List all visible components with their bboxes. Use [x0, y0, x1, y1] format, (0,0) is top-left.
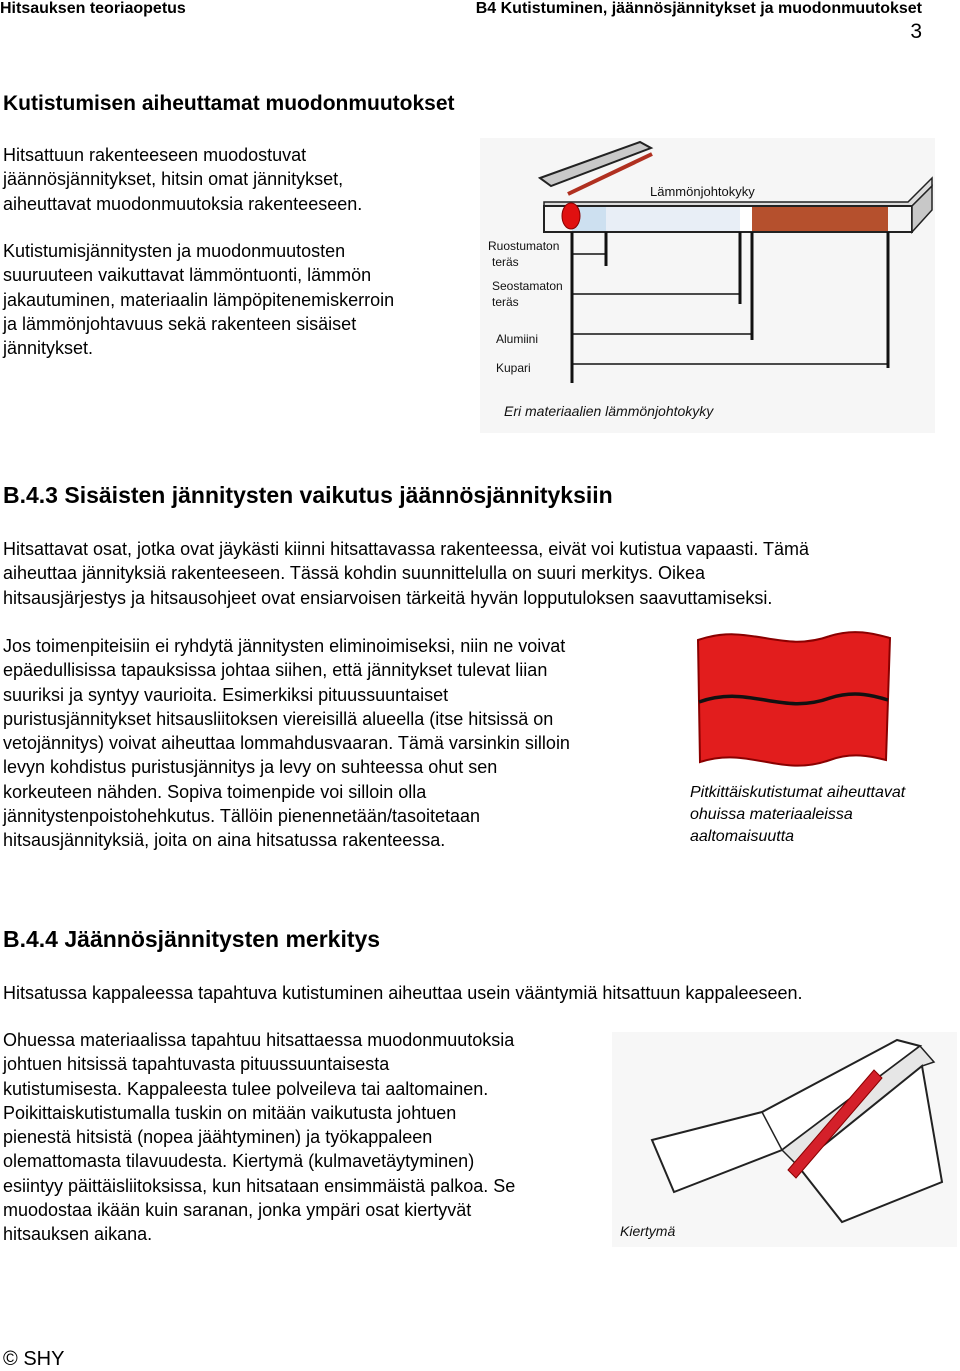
- text-line: ja lämmönjohtavuus sekä rakenteen sisäiset: [3, 313, 357, 334]
- wavy-plate-caption: [690, 782, 905, 848]
- text-line: puristusjännitykset hitsausliitoksen viereisillä alueella (itse hitsissä on: [3, 708, 554, 729]
- section3-paragraph2: [3, 1028, 515, 1247]
- text-line: Ohuessa materiaalissa tapahtuu hitsattaessa muodonmuutoksia: [3, 1030, 515, 1050]
- thermal-conductivity-figure: [480, 138, 935, 433]
- section3-heading: B.4.4 Jäännösjännitysten merkitys: [3, 926, 381, 952]
- copyright-icon: ©: [3, 1348, 18, 1370]
- section2-paragraph2: [3, 634, 570, 853]
- text-line: jännitykset.: [3, 338, 94, 359]
- angular-distortion-figure: [612, 1032, 957, 1247]
- weld-blob: [562, 203, 580, 229]
- text-line: hitsauksen aikana.: [3, 1224, 153, 1245]
- section1-paragraph1: [3, 143, 362, 216]
- header-right-title: B4 Kutistuminen, jäännösjännitykset ja muodonmuutokset: [475, 0, 922, 17]
- text-line: epäedullisissa tapauksissa johtaa siihen, että jännitykset tulevat liian: [3, 660, 548, 681]
- text-line: Hitsattavat osat, jotka ovat jäykästi kiinni hitsattavassa rakenteessa, eivät voi kutistua vapaasti. Tämä: [3, 539, 810, 559]
- text-line: levyn kohdistus puristusjännitys ja levy on suhteessa ohut sen: [3, 757, 498, 778]
- text-line: suuriksi ja syntyy vaurioita. Esimerkiksi pituussuuntaiset: [3, 684, 449, 705]
- text-line: Kutistumisjännitysten ja muodonmuutosten: [3, 241, 346, 261]
- material-label-carbon-1: Seostamaton: [492, 279, 563, 293]
- section3-paragraph1: Hitsatussa kappaleessa tapahtuva kutistuminen aiheuttaa usein vääntymiä hitsattuun kappaleeseen.: [3, 983, 803, 1003]
- text-line: korkeuteen nähden. Sopiva toimenpide voi silloin olla: [3, 781, 427, 802]
- page-number: 3: [910, 20, 922, 43]
- distortion-caption: Kiertymä: [620, 1223, 676, 1239]
- wavy-plate-figure: [690, 628, 900, 780]
- section1-paragraph2: [3, 239, 394, 360]
- material-label-carbon-2: teräs: [492, 295, 519, 309]
- text-line: hitsausjännityksiä, joita on aina hitsatussa rakenteessa.: [3, 830, 446, 851]
- bar-carbon-steel-segment: [606, 206, 740, 232]
- text-line: aiheuttaa jännityksiä rakenteeseen. Tässä kohdin suunnittelulla on suuri merkitys. Oikea: [3, 563, 706, 584]
- section1-heading: Kutistumisen aiheuttamat muodonmuutokset: [3, 92, 455, 115]
- text-line: pienestä hitsistä (nopea jäähtyminen) ja työkappaleen: [3, 1127, 433, 1148]
- text-line: muodostaa ikään kuin saranan, jonka ympäri osat kiertyvät: [3, 1200, 472, 1221]
- header-left-title: Hitsauksen teoriaopetus: [0, 0, 186, 17]
- caption-line: aaltomaisuutta: [690, 828, 795, 845]
- bar-copper-segment: [752, 206, 888, 232]
- material-label-copper: Kupari: [496, 361, 531, 375]
- text-line: jakautuminen, materiaalin lämpöpitenemiskerroin: [3, 289, 395, 310]
- text-line: jännitystenpoistohehkutus. Tällöin pienennetään/tasoitetaan: [3, 806, 481, 827]
- thermal-conductivity-label: Lämmönjohtokyky: [650, 184, 755, 199]
- text-line: Hitsattuun rakenteeseen muodostuvat: [3, 145, 307, 165]
- footer: [3, 1348, 64, 1371]
- text-line: esiintyy päittäisliitoksissa, kun hitsataan ensimmäistä palkoa. Se: [3, 1175, 516, 1196]
- material-label-stainless-2: teräs: [492, 255, 519, 269]
- material-label-stainless-1: Ruostumaton: [488, 239, 560, 253]
- section2-heading: B.4.3 Sisäisten jännitysten vaikutus jäännösjännityksiin: [3, 482, 613, 508]
- caption-line: Pitkittäiskutistumat aiheuttavat: [690, 784, 906, 801]
- section2-paragraph1: [3, 537, 809, 610]
- text-line: Jos toimenpiteisiin ei ryhdytä jännitysten eliminoimiseksi, niin ne voivat: [3, 636, 566, 656]
- text-line: hitsausjärjestys ja hitsausohjeet ovat ensiarvoisen tärkeitä hyvän lopputuloksen saavuttamiseksi.: [3, 587, 773, 608]
- caption-line: ohuissa materiaaleissa: [690, 806, 853, 823]
- text-line: johtuen hitsissä tapahtuvasta pituussuuntaisesta: [3, 1054, 390, 1075]
- text-line: vetojännitys) voivat aiheuttaa lommahdusvaaran. Tämä varsinkin silloin: [3, 733, 570, 754]
- bar-aluminium-segment: [740, 206, 752, 232]
- text-line: suuruuteen vaikuttavat lämmöntuonti, lämmön: [3, 265, 372, 286]
- text-line: jäännösjännitykset, hitsin omat jännitykset,: [3, 169, 344, 190]
- text-line: kutistumisesta. Kappaleesta tulee polveileva tai aaltomainen.: [3, 1078, 489, 1099]
- wavy-plate: [698, 632, 890, 766]
- footer-text: SHY: [23, 1348, 65, 1370]
- text-line: Poikittaiskutistumalla tuskin on mitään vaikutusta johtuen: [3, 1102, 457, 1123]
- text-line: olemattomasta tilavuudesta. Kiertymä (kulmavetäytyminen): [3, 1151, 475, 1172]
- text-line: aiheuttavat muodonmuutoksia rakenteeseen.: [3, 193, 363, 214]
- thermal-figure-caption: Eri materiaalien lämmönjohtokyky: [504, 403, 714, 419]
- material-label-aluminium: Alumiini: [496, 332, 539, 346]
